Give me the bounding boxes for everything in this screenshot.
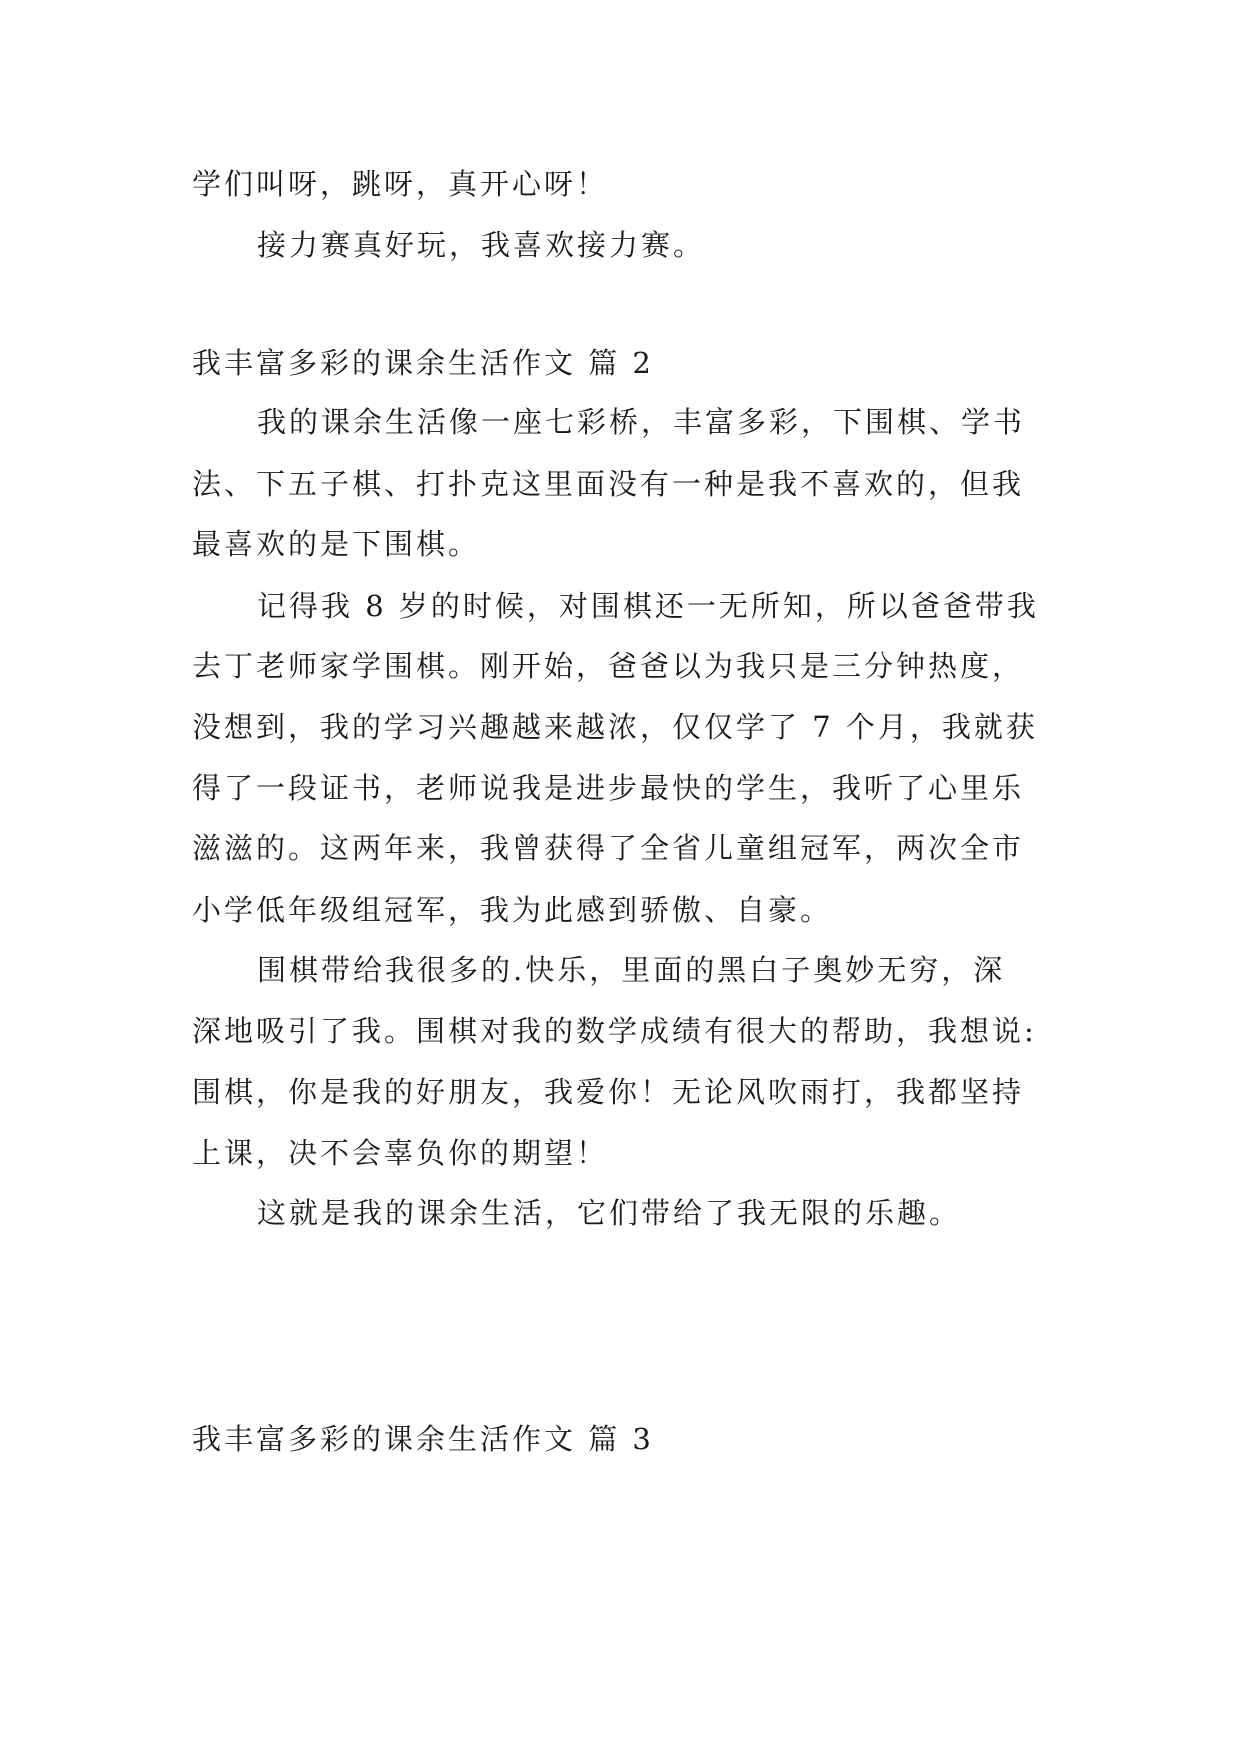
paragraph-line: 我的课余生活像一座七彩桥，丰富多彩，下围棋、学书 <box>257 405 1026 439</box>
section-heading: 我丰富多彩的课余生活作文 篇 2 <box>192 346 654 380</box>
paragraph-line: 滋滋的。这两年来，我曾获得了全省儿童组冠军，两次全市 <box>192 831 1025 865</box>
paragraph-line: 上课，决不会辜负你的期望！ <box>192 1136 609 1170</box>
paragraph-line: 去丁老师家学围棋。刚开始，爸爸以为我只是三分钟热度， <box>192 649 1025 683</box>
paragraph-line: 没想到，我的学习兴趣越来越浓，仅仅学了 7 个月，我就获 <box>192 710 1038 744</box>
paragraph-line: 法、下五子棋、打扑克这里面没有一种是我不喜欢的，但我 <box>192 467 1025 501</box>
section-heading: 我丰富多彩的课余生活作文 篇 3 <box>192 1422 654 1456</box>
paragraph-line: 小学低年级组冠军，我为此感到骄傲、自豪。 <box>192 893 833 927</box>
paragraph-line: 最喜欢的是下围棋。 <box>192 527 481 561</box>
paragraph-line: 围棋，你是我的好朋友，我爱你！无论风吹雨打，我都坚持 <box>192 1075 1025 1109</box>
paragraph-line: 这就是我的课余生活，它们带给了我无限的乐趣。 <box>257 1196 962 1230</box>
paragraph-line: 记得我 8 岁的时候，对围棋还一无所知，所以爸爸带我 <box>257 589 1039 623</box>
paragraph-line: 围棋带给我很多的.快乐，里面的黑白子奥妙无穷，深 <box>257 953 1006 987</box>
paragraph-line: 接力赛真好玩，我喜欢接力赛。 <box>257 228 706 262</box>
paragraph-line: 学们叫呀，跳呀，真开心呀！ <box>192 167 609 201</box>
paragraph-line: 得了一段证书，老师说我是进步最快的学生，我听了心里乐 <box>192 771 1025 805</box>
paragraph-line: 深地吸引了我。围棋对我的数学成绩有很大的帮助，我想说: <box>192 1014 1037 1048</box>
